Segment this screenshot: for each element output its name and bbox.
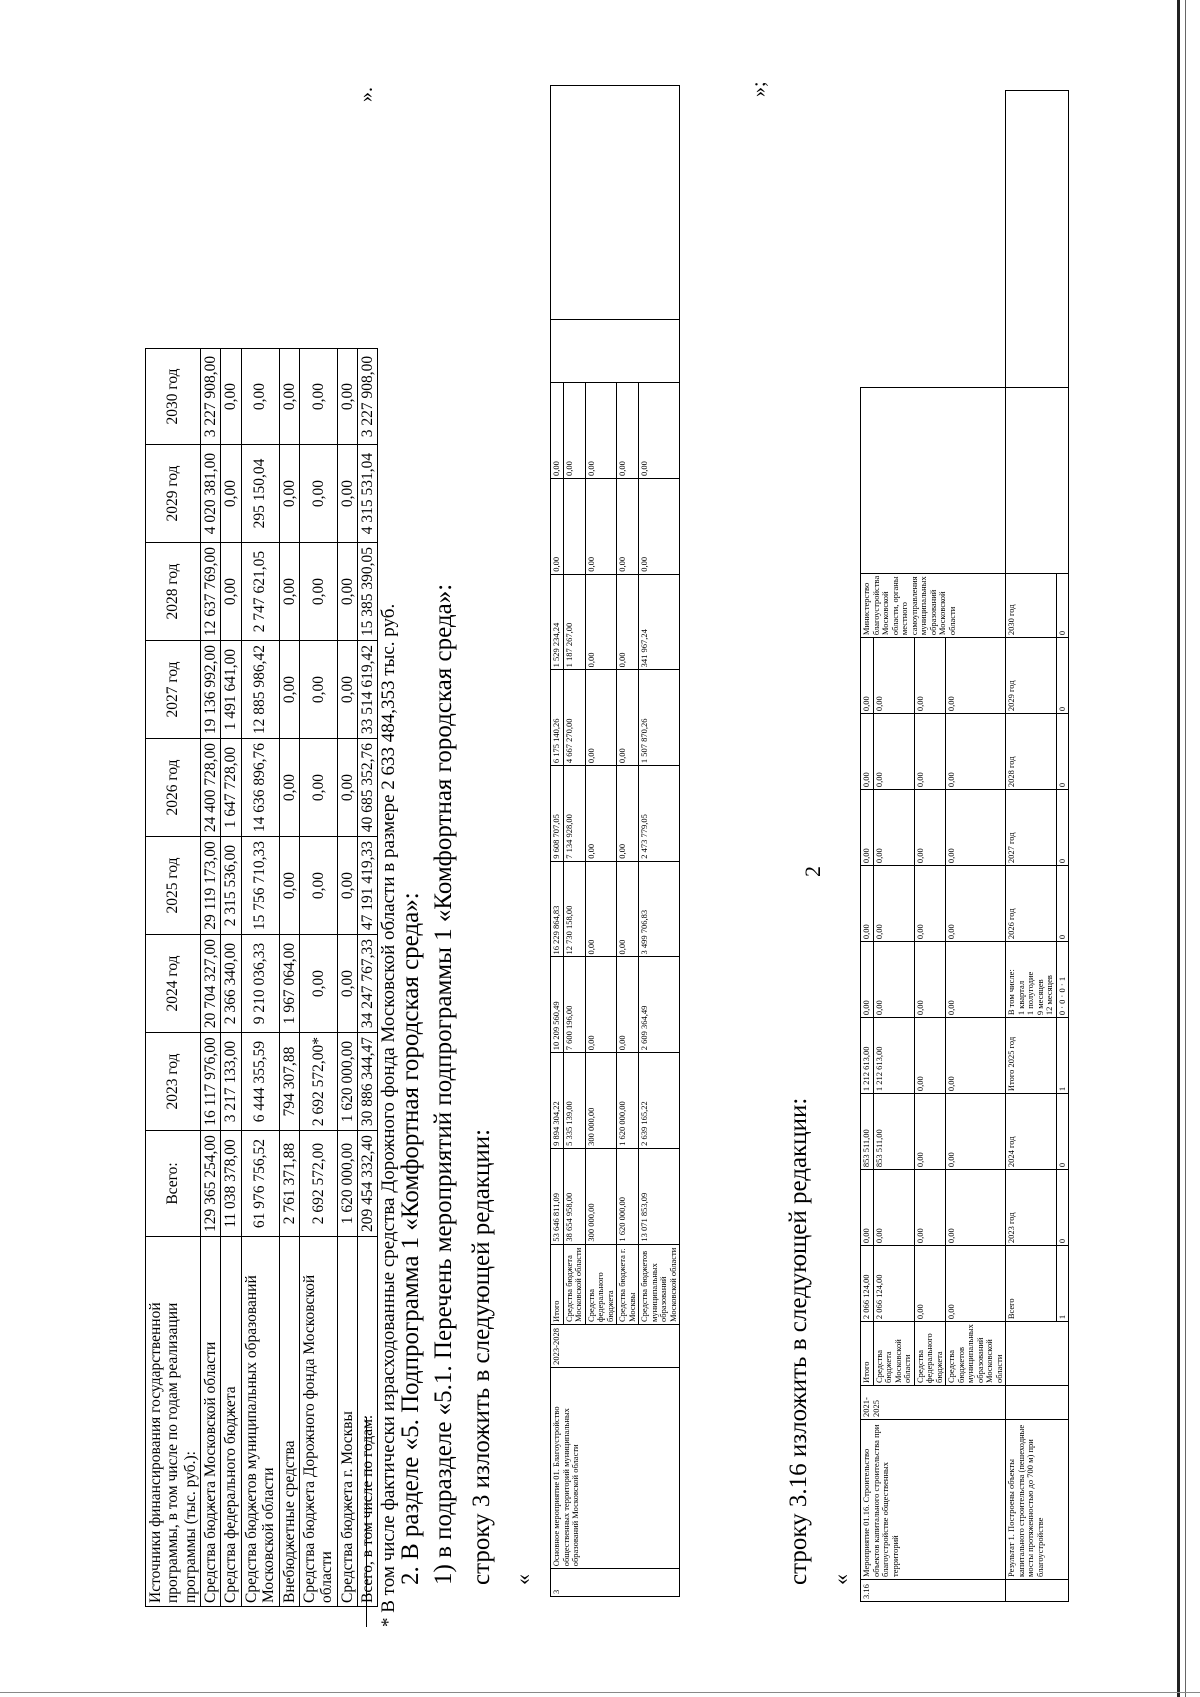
value-cell: 2 066 124,00 [873, 1246, 914, 1322]
value-cell: 3 499 706,83 [639, 861, 680, 957]
header-2024: 2024 год [146, 935, 201, 1033]
amount-cell: 0,00 [241, 349, 279, 445]
result-value: 0 [1056, 1094, 1069, 1170]
result-spacer [1006, 91, 1069, 388]
amount-cell: 0,00 [279, 349, 299, 445]
value-cell: 0,00 [873, 942, 914, 1018]
amount-cell: 0,00 [279, 739, 299, 837]
source-name: Средства бюджетов муниципальных образований Московской области [946, 1322, 1006, 1386]
result-header-row [1006, 91, 1057, 1602]
amount-cell: 2 692 572,00* [299, 1033, 337, 1131]
amount-cell: 1 647 728,00 [221, 739, 241, 837]
result-header: 2027 год [1006, 790, 1057, 866]
executor [551, 320, 680, 383]
result-value: 0 [1056, 638, 1069, 714]
source-name: Средства бюджета г. Москвы [617, 1244, 639, 1324]
value-cell: 0,00 [873, 638, 914, 714]
amount-cell: 2 761 371,88 [279, 1131, 299, 1237]
value-cell: 0,00 [861, 790, 874, 866]
amount-cell: 12 885 986,42 [241, 641, 279, 739]
value-cell: 0,00 [585, 670, 617, 766]
header-sources: Источники финансирования государственной программы, в том числе по годам реализации программы (тыс. руб.): [146, 1237, 201, 1607]
result-spacer [1006, 1386, 1069, 1420]
quarter-value: 0 [1056, 999, 1067, 1004]
quarter-header: 1 полугодие [1025, 971, 1036, 1016]
result-header: Всего [1006, 1246, 1057, 1322]
value-cell: 0,00 [585, 478, 617, 574]
value-cell: 0,00 [861, 1170, 874, 1246]
row-number: 3 [551, 1569, 680, 1597]
amount-cell: 11 038 378,00 [221, 1131, 241, 1237]
page-number: 2 [800, 866, 825, 877]
quarter-value: 1 [1056, 976, 1067, 982]
amount-cell: 12 637 769,00 [201, 543, 221, 641]
value-cell: 0,00 [946, 714, 1006, 790]
value-cell: 0,00 [861, 638, 874, 714]
amount-cell: 3 217 133,00 [221, 1033, 241, 1131]
amount-cell: 1 620 000,00 [337, 1131, 357, 1237]
amount-cell: 0,00 [221, 349, 241, 445]
value-cell: 853 511,00 [873, 1094, 914, 1170]
amount-cell: 20 704 327,00 [201, 935, 221, 1033]
value-cell: 0,00 [873, 790, 914, 866]
value-cell: 0,00 [914, 1018, 946, 1094]
amount-cell: 0,00 [221, 543, 241, 641]
source-label: Внебюджетные средства [279, 1237, 299, 1607]
amount-cell: 0,00 [221, 445, 241, 543]
value-cell: 0,00 [617, 766, 639, 862]
quarter-header: 1 квартал [1015, 980, 1026, 1016]
value-cell: 1 507 870,26 [639, 670, 680, 766]
value-cell: 38 654 958,00 [563, 1148, 585, 1244]
value-cell [563, 478, 585, 574]
value-cell: 9 894 304,22 [551, 1053, 564, 1149]
value-cell: 1 620 000,00 [617, 1053, 639, 1149]
result-header: 2030 год [1006, 573, 1057, 637]
value-cell: 300 000,00 [585, 1148, 617, 1244]
amount-cell: 0,00 [337, 445, 357, 543]
financing-row [241, 349, 279, 1607]
measure-name: Мероприятие 01.16. Строительство объектов капитального строительства при благоустройстве общественных территорий [861, 1420, 1006, 1580]
amount-cell: 24 400 728,00 [201, 739, 221, 837]
value-cell: 0,00 [639, 478, 680, 574]
value-cell: 12 730 158,00 [563, 861, 585, 957]
value-cell: 0,00 [617, 574, 639, 670]
amount-cell: 0,00 [279, 837, 299, 935]
result-spacer [1006, 1580, 1069, 1602]
value-cell: 341 967,24 [639, 574, 680, 670]
value-cell: 0,00 [914, 714, 946, 790]
header-2026: 2026 год [146, 739, 201, 837]
value-cell: 0,00 [946, 1094, 1006, 1170]
value-cell: 0,00 [585, 957, 617, 1053]
source-row [914, 91, 946, 1602]
closing-quote-2: »; [748, 81, 770, 97]
source-name: Итого [551, 1244, 564, 1324]
source-name: Средства бюджета Московской области [873, 1322, 914, 1386]
amount-cell: 0,00 [279, 445, 299, 543]
value-cell: 0,00 [617, 861, 639, 957]
amount-cell: 0,00 [299, 349, 337, 445]
value-cell: 0,00 [946, 1018, 1006, 1094]
amount-cell: 794 307,88 [279, 1033, 299, 1131]
value-cell: 0,00 [861, 714, 874, 790]
amount-cell: 4 020 381,00 [201, 445, 221, 543]
result-header: 2026 год [1006, 866, 1057, 942]
header-2028: 2028 год [146, 543, 201, 641]
amount-cell: 47 191 419,33 [357, 837, 377, 935]
source-label: Средства бюджета Московской области [201, 1237, 221, 1607]
result-header: Итого 2025 год [1006, 1018, 1057, 1094]
amount-cell: 33 514 619,42 [357, 641, 377, 739]
value-cell: 1 529 234,24 [551, 574, 564, 670]
value-cell: 0,00 [585, 383, 617, 479]
source-name: Средства федерального бюджета [585, 1244, 617, 1324]
result-value: 0 [1056, 714, 1069, 790]
value-cell: 0,00 [551, 478, 564, 574]
row-3-table-body [551, 86, 680, 1597]
source-label: Средства бюджетов муниципальных образований Московской области [241, 1237, 279, 1607]
value-cell: 2 639 165,22 [639, 1053, 680, 1149]
measure-name: Основное мероприятие 01. Благоустройство общественных территорий муниципальных образований Московской области [551, 1367, 680, 1568]
value-cell: 10 209 560,49 [551, 957, 564, 1053]
value-cell: 0,00 [585, 861, 617, 957]
executor: Министерство благоустройства Московской области, органы местного самоуправления муниципальных образований Московской области [861, 573, 1006, 637]
value-cell: 7 134 928,00 [563, 766, 585, 862]
source-row [551, 86, 564, 1597]
amount-cell: 14 636 896,76 [241, 739, 279, 837]
amount-cell: 0,00 [337, 739, 357, 837]
value-cell: 0,00 [617, 957, 639, 1053]
footnote-divider [366, 1417, 367, 1627]
including-label: В том числе: [1006, 969, 1017, 1016]
row-3-table [550, 85, 680, 1597]
quarter-header: 9 месяцев [1034, 979, 1045, 1016]
value-cell: 0,00 [873, 866, 914, 942]
amount-cell: 1 491 641,00 [221, 641, 241, 739]
result-spacer [1006, 387, 1069, 573]
amount-cell: 2 747 621,05 [241, 543, 279, 641]
result-header-including [1006, 942, 1057, 1018]
financing-row [279, 349, 299, 1607]
result-spacer [1006, 1322, 1069, 1386]
source-label: Всего, в том числе по годам: [357, 1237, 377, 1607]
value-cell: 0,00 [914, 866, 946, 942]
result-header: 2023 год [1006, 1170, 1057, 1246]
value-cell: 0,00 [617, 670, 639, 766]
value-cell: 0,00 [914, 1170, 946, 1246]
amount-cell: 129 365 254,00 [201, 1131, 221, 1237]
amount-cell: 30 886 344,47 [357, 1033, 377, 1131]
source-name: Средства бюджетов муниципальных образований Московской области [639, 1244, 680, 1324]
value-cell: 300 000,00 [585, 1053, 617, 1149]
value-cell: 0,00 [914, 1246, 946, 1322]
amount-cell: 34 247 767,33 [357, 935, 377, 1033]
value-cell: 1 212 613,00 [873, 1018, 914, 1094]
header-2030: 2030 год [146, 349, 201, 445]
result-value: 0 [1056, 790, 1069, 866]
source-label: Средства федерального бюджета [221, 1237, 241, 1607]
result-label: Результат 1. Построены объекты капитального строительства (пешеходные мосты протяженностью до 700 м) при благоустройстве [1006, 1420, 1069, 1580]
value-cell: 0,00 [585, 574, 617, 670]
source-row [873, 91, 914, 1602]
amount-cell: 0,00 [337, 935, 357, 1033]
amount-cell: 15 756 710,33 [241, 837, 279, 935]
value-cell: 0,00 [861, 942, 874, 1018]
notes-cell [551, 86, 680, 320]
value-cell: 0,00 [639, 383, 680, 479]
period: 2023-2028 [551, 1325, 680, 1368]
source-name: Итого [861, 1322, 874, 1386]
row-3-16-table [860, 90, 1069, 1602]
source-row [861, 91, 874, 1602]
value-cell: 0,00 [946, 790, 1006, 866]
amount-cell: 6 444 355,59 [241, 1033, 279, 1131]
value-cell: 6 175 140,26 [551, 670, 564, 766]
value-cell: 0,00 [946, 942, 1006, 1018]
financing-table-body [201, 349, 378, 1607]
paragraph-row-3: строку 3 изложить в следующей редакции: [468, 1128, 495, 1585]
result-value: 0 [1056, 866, 1069, 942]
amount-cell: 0,00 [337, 641, 357, 739]
amount-cell: 1 967 064,00 [279, 935, 299, 1033]
value-cell: 0,00 [861, 866, 874, 942]
quarter-value: 0 [1056, 1010, 1067, 1016]
row-3-16-table-body [861, 91, 1069, 1602]
amount-cell: 0,00 [279, 543, 299, 641]
amount-cell: 0,00 [337, 349, 357, 445]
amount-cell: 0,00 [299, 543, 337, 641]
value-cell: 4 667 270,00 [563, 670, 585, 766]
amount-cell: 16 117 976,00 [201, 1033, 221, 1131]
value-cell: 0,00 [563, 383, 585, 479]
financing-row [221, 349, 241, 1607]
value-cell: 0,00 [914, 638, 946, 714]
value-cell: 5 335 139,00 [563, 1053, 585, 1149]
header-2027: 2027 год [146, 641, 201, 739]
value-cell: 9 608 707,05 [551, 766, 564, 862]
opening-quote-2: « [828, 1574, 853, 1585]
value-cell: 0,00 [914, 790, 946, 866]
amount-cell: 295 150,04 [241, 445, 279, 543]
financing-table [145, 348, 378, 1607]
financing-table-header [146, 349, 201, 1607]
amount-cell: 3 227 908,00 [201, 349, 221, 445]
amount-cell: 40 685 352,76 [357, 739, 377, 837]
header-2025: 2025 год [146, 837, 201, 935]
amount-cell: 3 227 908,00 [357, 349, 377, 445]
amount-cell: 4 315 531,04 [357, 445, 377, 543]
footnote: * В том числе фактически израсходованные средства Дорожного фонда Московской области в размере 2 633 484,353 тыс. руб. [378, 603, 399, 1627]
amount-cell: 0,00 [299, 641, 337, 739]
value-cell: 0,00 [946, 866, 1006, 942]
amount-cell: 9 210 036,33 [241, 935, 279, 1033]
amount-cell: 2 692 572,00 [299, 1131, 337, 1237]
result-value: 1 [1056, 1018, 1069, 1094]
amount-cell: 209 454 332,40 [357, 1131, 377, 1237]
value-cell: 7 600 196,00 [563, 957, 585, 1053]
notes-cell [861, 387, 1006, 573]
header-2023: 2023 год [146, 1033, 201, 1131]
value-cell: 0,00 [946, 1246, 1006, 1322]
result-header: 2024 год [1006, 1094, 1057, 1170]
amount-cell: 0,00 [279, 641, 299, 739]
result-value: 0 [1056, 573, 1069, 637]
paragraph-subsection-1: 1) в подразделе «5.1. Перечень мероприятий подпрограммы 1 «Комфортная городская среда»: [430, 583, 457, 1585]
quarter-header: 12 месяцев [1044, 975, 1055, 1016]
source-name: Средства бюджета Московской области [563, 1244, 585, 1324]
amount-cell: 1 620 000,00 [337, 1033, 357, 1131]
quarter-values: 0 · 0 · 0 · 1 [1056, 942, 1069, 1018]
value-cell: 0,00 [585, 766, 617, 862]
value-cell: 0,00 [873, 714, 914, 790]
value-cell: 0,00 [946, 638, 1006, 714]
closing-quote: ». [355, 87, 377, 102]
amount-cell: 0,00 [299, 445, 337, 543]
value-cell: 0,00 [914, 1094, 946, 1170]
amount-cell: 0,00 [299, 837, 337, 935]
value-cell: 0,00 [873, 1170, 914, 1246]
source-name: Средства федерального бюджета [914, 1322, 946, 1386]
quarter-value: 0 [1056, 988, 1067, 993]
financing-row [201, 349, 221, 1607]
amount-cell: 15 385 390,05 [357, 543, 377, 641]
amount-cell: 61 976 756,52 [241, 1131, 279, 1237]
value-cell: 2 066 124,00 [861, 1246, 874, 1322]
value-cell: 0,00 [946, 1170, 1006, 1246]
result-value: 0 [1056, 1170, 1069, 1246]
header-total: Всего: [146, 1131, 201, 1237]
row-number: 3.16 [861, 1580, 1006, 1602]
source-label: Средства бюджета г. Москвы [337, 1237, 357, 1607]
value-cell: 853 511,00 [861, 1094, 874, 1170]
value-cell: 1 212 613,00 [861, 1018, 874, 1094]
financing-row [357, 349, 377, 1607]
value-cell: 2 473 779,05 [639, 766, 680, 862]
financing-row [337, 349, 357, 1607]
value-cell: 0,00 [617, 383, 639, 479]
value-cell: 2 609 364,49 [639, 957, 680, 1053]
header-2029: 2029 год [146, 445, 201, 543]
amount-cell: 29 119 173,00 [201, 837, 221, 935]
source-label: Средства бюджета Дорожного фонда Московской области [299, 1237, 337, 1607]
amount-cell: 0,00 [337, 543, 357, 641]
amount-cell: 2 315 536,00 [221, 837, 241, 935]
result-header: 2028 год [1006, 714, 1057, 790]
amount-cell: 0,00 [299, 935, 337, 1033]
value-cell: 0,00 [617, 478, 639, 574]
amount-cell: 0,00 [299, 739, 337, 837]
amount-cell: 2 366 340,00 [221, 935, 241, 1033]
result-header: 2029 год [1006, 638, 1057, 714]
amount-cell: 0,00 [337, 837, 357, 935]
paragraph-section-2: 2. В разделе «5. Подпрограмма 1 «Комфортная городская среда»: [397, 892, 424, 1585]
result-value: 1 [1056, 1246, 1069, 1322]
value-cell: 0,00 [551, 383, 564, 479]
value-cell: 1 620 000,00 [617, 1148, 639, 1244]
value-cell: 53 646 811,09 [551, 1148, 564, 1244]
opening-quote: « [510, 1574, 535, 1585]
value-cell: 0,00 [914, 942, 946, 1018]
value-cell: 16 229 864,83 [551, 861, 564, 957]
financing-row [299, 349, 337, 1607]
value-cell: 13 071 853,09 [639, 1148, 680, 1244]
source-row [946, 91, 1006, 1602]
amount-cell: 19 136 992,00 [201, 641, 221, 739]
period: 2021-2025 [861, 1386, 1006, 1420]
paragraph-row-3-16: строку 3.16 изложить в следующей редакции: [785, 1097, 812, 1585]
value-cell: 1 187 267,00 [563, 574, 585, 670]
